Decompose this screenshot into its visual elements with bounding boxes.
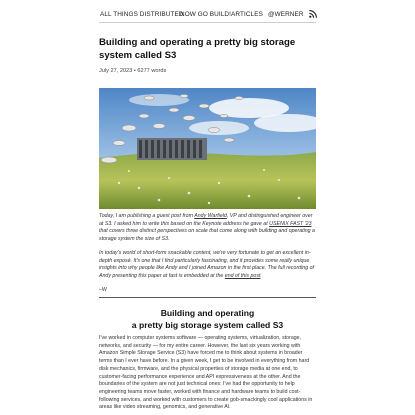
top-nav xyxy=(0,8,415,22)
intro-text: Today, I am publishing a guest post from xyxy=(99,213,195,219)
section-divider xyxy=(99,297,316,298)
signature: –W xyxy=(99,287,107,293)
section-heading xyxy=(99,307,316,331)
article-meta: July 27, 2023 • 6277 words xyxy=(99,68,167,74)
intro-text: . xyxy=(260,273,262,280)
intro-paragraph-1 xyxy=(99,213,316,244)
section-heading-line-1: Building and operating xyxy=(160,308,255,318)
rss-icon[interactable] xyxy=(309,10,317,18)
end-of-post-link[interactable]: end of this post xyxy=(224,273,261,280)
article-title: Building and operating a pretty big storage system called S3 xyxy=(99,37,296,61)
nav-now-go-build[interactable]: NOW GO BUILD! xyxy=(180,11,232,18)
intro-paragraph-2 xyxy=(99,250,316,281)
nav-all-things-distributed[interactable]: ALL THINGS DISTRIBUTED xyxy=(100,11,184,18)
nav-articles[interactable]: ARTICLES xyxy=(231,11,263,18)
nav-werner[interactable]: @WERNER xyxy=(268,11,304,18)
intro-text: , VP and distinguished engineer over at S3. I asked him to write this based on the Keynote address he gave at xyxy=(99,213,313,227)
nav-divider xyxy=(99,22,316,23)
section-heading-line-2: a pretty big storage system called S3 xyxy=(131,320,284,330)
intro-text: that covers three distinct perspectives on scale that come along with building and operating a storage system the size of S3. xyxy=(99,228,315,243)
field-with-floating-disks-image xyxy=(99,88,316,209)
andy-warfield-link[interactable]: Andy Warfield xyxy=(194,213,227,219)
intro-text: In today's world of short-form snackable content, we're very fortunate to get an excellent in-depth exposé. It's one that I find particularly fascinating, and it provides some really unique insights into why people like Andy and I joined Amazon in the first place. The full recording of Andy presenting this paper at fast is embedded at the xyxy=(99,250,314,280)
usenix-fast-link[interactable]: USENIX FAST '23 xyxy=(269,220,312,227)
body-paragraph: I've worked in computer systems software — operating systems, virtualization, storage, networks, and security — for my entire career. However, the last six years working with Amazon Simple Storage Service (S3) have forced me to think about systems in broader terms than I ever have before. In a given week, I get to be involved in everything from hard disk mechanics, firmware, and the physical properties of storage media at one end, to customer-facing performance experience and API expressiveness at the other. And the boundaries of the system are not just technical ones: I've had the opportunity to help engineering teams move faster, worked with finance and hardware teams to build cost-following services, and worked with customers to create gob-smackingly cool applications in areas like video streaming, genomics, and generative AI. xyxy=(99,335,313,411)
